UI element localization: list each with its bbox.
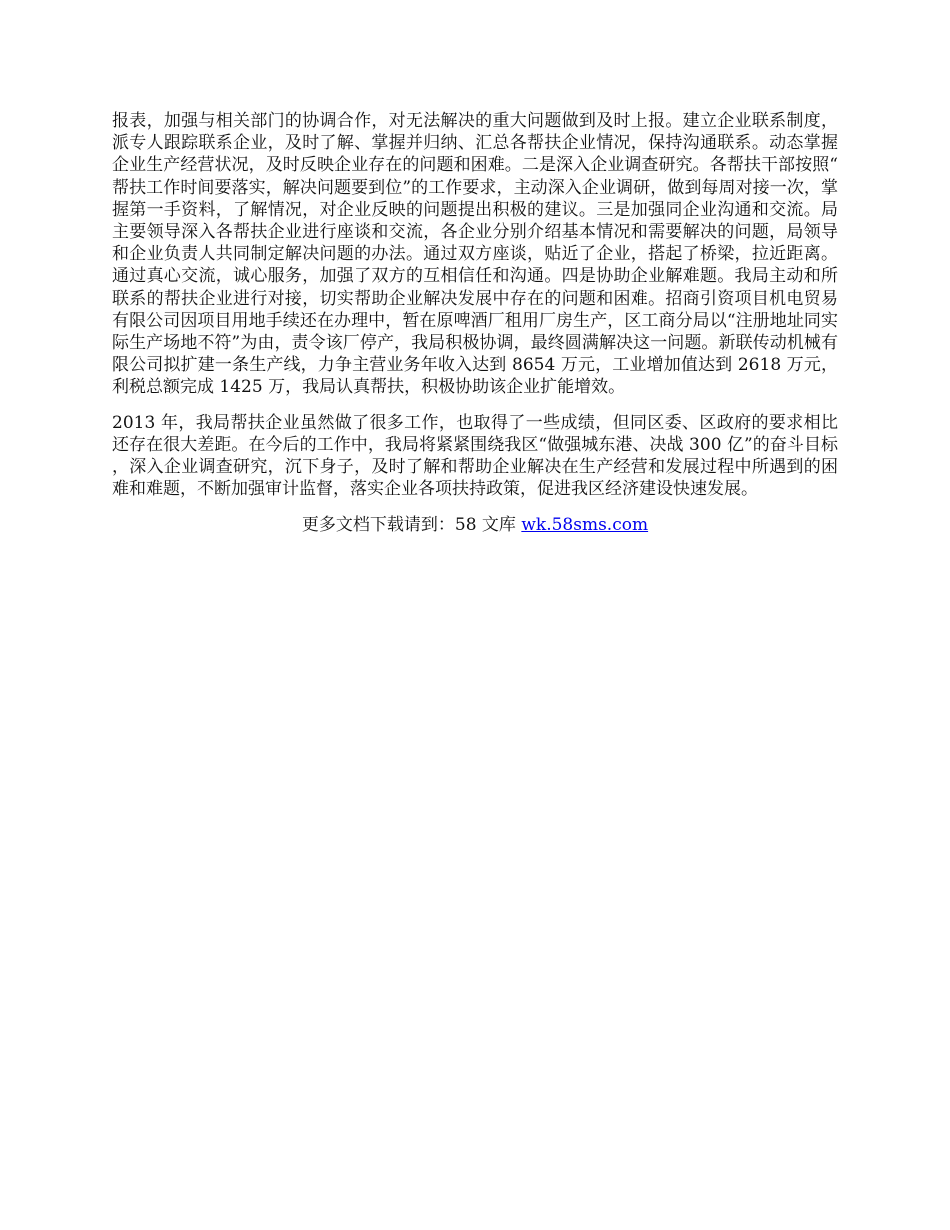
body-paragraph-2: 2013 年，我局帮扶企业虽然做了很多工作，也取得了一些成绩，但同区委、区政府的要求相比还存在很大差距。在今后的工作中，我局将紧紧围绕我区“做强城东港、决战 300 亿”的奋斗目标，深入企业调查研究，沉下身子，及时了解和帮助企业解决在生产经营和发展过程中所遇到的困难和难题，不断加强审计监督，落实企业各项扶持政策，促进我区经济建设快速发展。 <box>112 412 838 500</box>
document-page <box>112 110 838 536</box>
download-footer <box>112 514 838 536</box>
footer-site-link[interactable]: wk.58sms.com <box>521 515 649 536</box>
footer-prefix-text: 更多文档下载请到：58 文库 <box>301 515 522 536</box>
body-paragraph-1: 报表，加强与相关部门的协调合作，对无法解决的重大问题做到及时上报。建立企业联系制度，派专人跟踪联系企业，及时了解、掌握并归纳、汇总各帮扶企业情况，保持沟通联系。动态掌握企业生产经营状况，及时反映企业存在的问题和困难。二是深入企业调查研究。各帮扶干部按照“帮扶工作时间要落实，解决问题要到位”的工作要求，主动深入企业调研，做到每周对接一次，掌握第一手资料，了解情况，对企业反映的问题提出积极的建议。三是加强同企业沟通和交流。局主要领导深入各帮扶企业进行座谈和交流，各企业分别介绍基本情况和需要解决的问题，局领导和企业负责人共同制定解决问题的办法。通过双方座谈，贴近了企业，搭起了桥梁，拉近距离。通过真心交流，诚心服务，加强了双方的互相信任和沟通。四是协助企业解难题。我局主动和所联系的帮扶企业进行对接，切实帮助企业解决发展中存在的问题和困难。招商引资项目机电贸易有限公司因项目用地手续还在办理中，暂在原啤酒厂租用厂房生产，区工商分局以“注册地址同实际生产场地不符”为由，责令该厂停产，我局积极协调，最终圆满解决这一问题。新联传动机械有限公司拟扩建一条生产线，力争主营业务年收入达到 8654 万元，工业增加值达到 2618 万元，利税总额完成 1425 万，我局认真帮扶，积极协助该企业扩能增效。 <box>112 111 838 398</box>
